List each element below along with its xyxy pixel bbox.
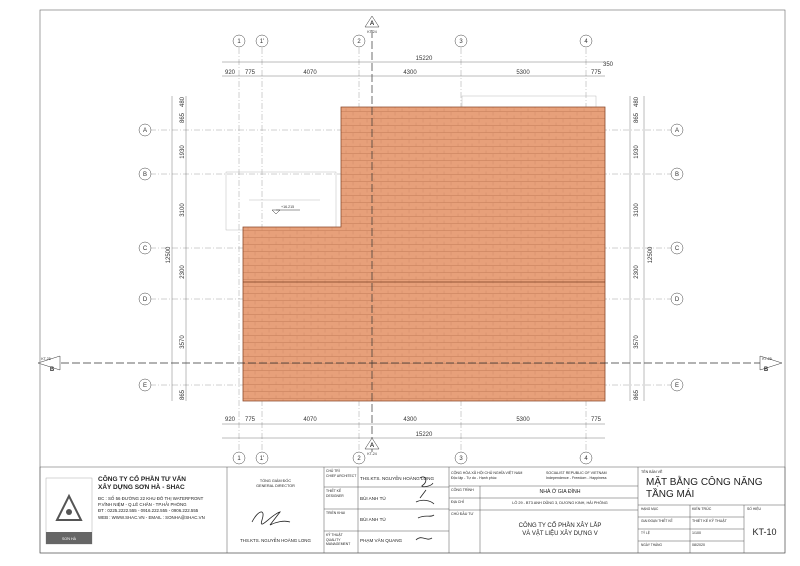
column-axis-bubble bbox=[233, 452, 245, 464]
section-marker-b-left bbox=[38, 356, 60, 373]
meta-value-1: KIẾN TRÚC bbox=[692, 507, 712, 511]
project-name: NHÀ Ở GIA ĐÌNH bbox=[539, 489, 581, 495]
phone-line: ĐT : 0225.2222.555 - 0916.222.555 - 0906.222.555 bbox=[98, 508, 199, 514]
bottom-dim: 775 bbox=[590, 417, 602, 423]
owner-label: CHỦ ĐẦU TƯ bbox=[451, 512, 474, 516]
name-3: BÙI ANH TÚ bbox=[360, 517, 386, 522]
row-axis-label: A bbox=[142, 128, 148, 134]
column-axis-bubble bbox=[353, 452, 365, 464]
address-line-1: ĐC : SỐ 56 ĐƯỜNG 22 KHU ĐÔ THỊ WATERFRONT bbox=[98, 496, 204, 501]
stamp-signature bbox=[416, 477, 434, 540]
sheet-name-label: TÊN BẢN VẼ bbox=[641, 470, 663, 474]
column-axis-label: 1' bbox=[259, 39, 265, 45]
location-label: ĐỊA CHỈ bbox=[451, 500, 464, 504]
name-2: BÙI ANH TÚ bbox=[360, 496, 386, 501]
name-1: THS.KTS. NGUYỄN HOÀNG LONG bbox=[360, 476, 435, 481]
row-axis-label: E bbox=[142, 383, 148, 389]
director-name: THS.KTS. NGUYỄN HOÀNG LONG bbox=[240, 538, 311, 543]
column-axis-label: 3 bbox=[459, 39, 463, 45]
column-axis-label: 2 bbox=[357, 456, 361, 462]
column-axis-label: 1' bbox=[259, 456, 265, 462]
row-axis-label: D bbox=[674, 297, 680, 303]
nation-en-line-1: SOCIALIST REPUBLIC OF VIETNAM bbox=[546, 471, 607, 475]
column-axis-bubble bbox=[256, 452, 268, 464]
section-marker-a-bottom bbox=[365, 438, 379, 456]
left-dim: 1930 bbox=[180, 145, 186, 159]
owner-block bbox=[482, 522, 638, 538]
nation-line-1: CỘNG HÒA XÃ HỘI CHỦ NGHĨA VIỆT NAM bbox=[451, 471, 523, 475]
director-title-en: GENERAL DIRECTOR bbox=[256, 484, 295, 488]
top-right-dim: 350 bbox=[602, 62, 614, 68]
row-axis-label: E bbox=[674, 383, 680, 389]
company-name-2: XÂY DỰNG SƠN HÀ - SHAC bbox=[98, 484, 185, 491]
top-dim: 920 bbox=[224, 70, 236, 76]
bottom-dim: 5300 bbox=[516, 417, 530, 423]
right-dim: 480 bbox=[634, 96, 640, 108]
roof-surface bbox=[243, 107, 605, 401]
location: LÔ 29 - BT3 ANH DŨNG 3, DƯƠNG KINH, HẢI PHÒNG bbox=[512, 501, 608, 505]
owner-line-1: CÔNG TY CỔ PHẦN XÂY LẮP bbox=[518, 523, 602, 529]
row-axis-bubble bbox=[671, 168, 683, 180]
role-label-en: CHIEF ARCHITECT bbox=[326, 473, 357, 478]
project-label: CÔNG TRÌNH bbox=[451, 488, 474, 492]
bottom-dim: 4300 bbox=[403, 417, 417, 423]
director-title: TỔNG GIÁM ĐỐC bbox=[259, 479, 292, 483]
row-axis-label: C bbox=[674, 246, 680, 252]
bottom-dim: 4070 bbox=[303, 417, 317, 423]
left-dim: 3570 bbox=[180, 335, 186, 349]
top-dim: 4300 bbox=[403, 70, 417, 76]
company-logo bbox=[46, 478, 92, 544]
side-label: B bbox=[763, 367, 769, 373]
section-tag: KT-24 bbox=[367, 30, 377, 34]
column-axis-bubble bbox=[233, 35, 245, 47]
top-dim: 775 bbox=[244, 70, 256, 76]
row-axis-bubble bbox=[671, 293, 683, 305]
sheet-name-line-2: TẦNG MÁI bbox=[646, 489, 695, 500]
right-dim: 1930 bbox=[634, 145, 640, 159]
logo-text: SƠN HÀ bbox=[61, 537, 77, 541]
name-4: PHẠM VĂN QUANG bbox=[360, 538, 403, 543]
row-axis-label: D bbox=[142, 297, 148, 303]
nation-en-line-2: Independence - Freedom - Happiness bbox=[546, 476, 607, 480]
address-line-2: P.VĨNH NIỆM - Q.LÊ CHÂN - TP.HẢI PHÒNG bbox=[98, 502, 187, 508]
row-axis-bubble bbox=[139, 124, 151, 136]
role-3 bbox=[326, 511, 358, 516]
nation-en bbox=[546, 471, 638, 481]
right-dim: 865 bbox=[634, 112, 640, 124]
left-dim: 480 bbox=[180, 96, 186, 108]
side-tag: KT-25 bbox=[41, 357, 51, 361]
director-block bbox=[227, 479, 324, 489]
role-label: TRIỂN KHAI bbox=[326, 511, 346, 515]
top-dim: 4070 bbox=[303, 70, 317, 76]
section-tag: KT-24 bbox=[367, 452, 377, 456]
side-label: B bbox=[49, 367, 55, 373]
column-axis-label: 3 bbox=[459, 456, 463, 462]
section-marker-a-top bbox=[365, 16, 379, 34]
section-label: A bbox=[369, 443, 375, 449]
row-axis-label: B bbox=[142, 172, 148, 178]
left-dim: 865 bbox=[180, 112, 186, 124]
role-label: KỸ THUẬT bbox=[326, 533, 343, 537]
top-total-dim: 15220 bbox=[415, 56, 433, 62]
right-dim: 2300 bbox=[634, 265, 640, 279]
bottom-dim: 775 bbox=[244, 417, 256, 423]
left-total-dim: 12500 bbox=[166, 246, 172, 264]
section-marker-b-right bbox=[760, 356, 782, 373]
row-axis-bubble bbox=[671, 379, 683, 391]
role-4 bbox=[326, 533, 358, 547]
bottom-dim: 920 bbox=[224, 417, 236, 423]
row-axis-label: C bbox=[142, 246, 148, 252]
director-signature bbox=[252, 512, 290, 525]
column-axis-label: 4 bbox=[584, 456, 588, 462]
meta-value-3: 1/100 bbox=[692, 531, 701, 535]
right-total-dim: 12500 bbox=[648, 246, 654, 264]
owner-line-2: VÀ VẬT LIỆU XÂY DỰNG V bbox=[522, 531, 598, 537]
left-dim: 3100 bbox=[180, 203, 186, 217]
column-axis-bubble bbox=[580, 35, 592, 47]
top-dim: 5300 bbox=[516, 70, 530, 76]
nation-vn bbox=[451, 471, 545, 481]
sheet-number: KT-10 bbox=[752, 527, 777, 537]
row-axis-bubble bbox=[671, 124, 683, 136]
column-axis-label: 4 bbox=[584, 39, 588, 45]
level-mark bbox=[272, 205, 300, 214]
company-name-block bbox=[98, 476, 226, 492]
side-tag: KT-25 bbox=[762, 357, 772, 361]
row-axis-bubble bbox=[139, 293, 151, 305]
right-dim: 865 bbox=[634, 389, 640, 401]
row-axis-label: A bbox=[674, 128, 680, 134]
role-1 bbox=[326, 469, 358, 478]
row-axis-bubble bbox=[139, 242, 151, 254]
column-axis-label: 1 bbox=[237, 39, 241, 45]
right-dim: 3100 bbox=[634, 203, 640, 217]
column-axis-bubble bbox=[580, 452, 592, 464]
sheet-no-label: SỐ HIỆU bbox=[747, 507, 761, 511]
web-line: WEB : WWW.SHAC.VN - EMAIL : SONHA@SHAC.VN bbox=[98, 514, 205, 520]
role-2 bbox=[326, 489, 358, 498]
column-axis-bubble bbox=[256, 35, 268, 47]
row-axis-bubble bbox=[139, 168, 151, 180]
meta-label-2: GIAI ĐOẠN THIẾT KẾ bbox=[641, 519, 673, 523]
section-label: A bbox=[369, 21, 375, 27]
company-contact bbox=[98, 496, 226, 521]
meta-label-1: HẠNG MỤC bbox=[641, 507, 659, 511]
column-axis-bubble bbox=[455, 452, 467, 464]
company-name: CÔNG TY CỔ PHẦN TƯ VẤN bbox=[98, 476, 186, 483]
meta-label-4: NGÀY THÁNG bbox=[641, 543, 662, 547]
bottom-total-dim: 15220 bbox=[415, 432, 433, 438]
column-axis-label: 2 bbox=[357, 39, 361, 45]
top-dim: 775 bbox=[590, 70, 602, 76]
column-axis-bubble bbox=[353, 35, 365, 47]
column-axis-bubble bbox=[455, 35, 467, 47]
row-axis-label: B bbox=[674, 172, 680, 178]
role-label: CHỦ TRÌ bbox=[326, 469, 340, 473]
level-mark-text: +16.215 bbox=[281, 205, 295, 209]
nation-line-2: Độc lập - Tự do - Hạnh phúc bbox=[451, 476, 497, 480]
sheet-name-line-1: MẶT BẰNG CÔNG NĂNG bbox=[646, 477, 763, 488]
sheet-name bbox=[646, 477, 784, 501]
meta-label-3: TỶ LỆ bbox=[641, 531, 650, 535]
meta-value-4: 08/2020 bbox=[692, 543, 705, 547]
column-axis-label: 1 bbox=[237, 456, 241, 462]
role-label: THIẾT KẾ bbox=[326, 489, 342, 493]
row-axis-bubble bbox=[671, 242, 683, 254]
role-label-en: QUALITY MANAGEMENT bbox=[326, 537, 351, 546]
role-label-en: DESIGNER bbox=[326, 493, 344, 498]
left-dim: 2300 bbox=[180, 265, 186, 279]
row-axis-bubble bbox=[139, 379, 151, 391]
left-dim: 865 bbox=[180, 389, 186, 401]
right-dim: 3570 bbox=[634, 335, 640, 349]
meta-value-2: THIẾT KẾ KỸ THUẬT bbox=[692, 519, 727, 523]
